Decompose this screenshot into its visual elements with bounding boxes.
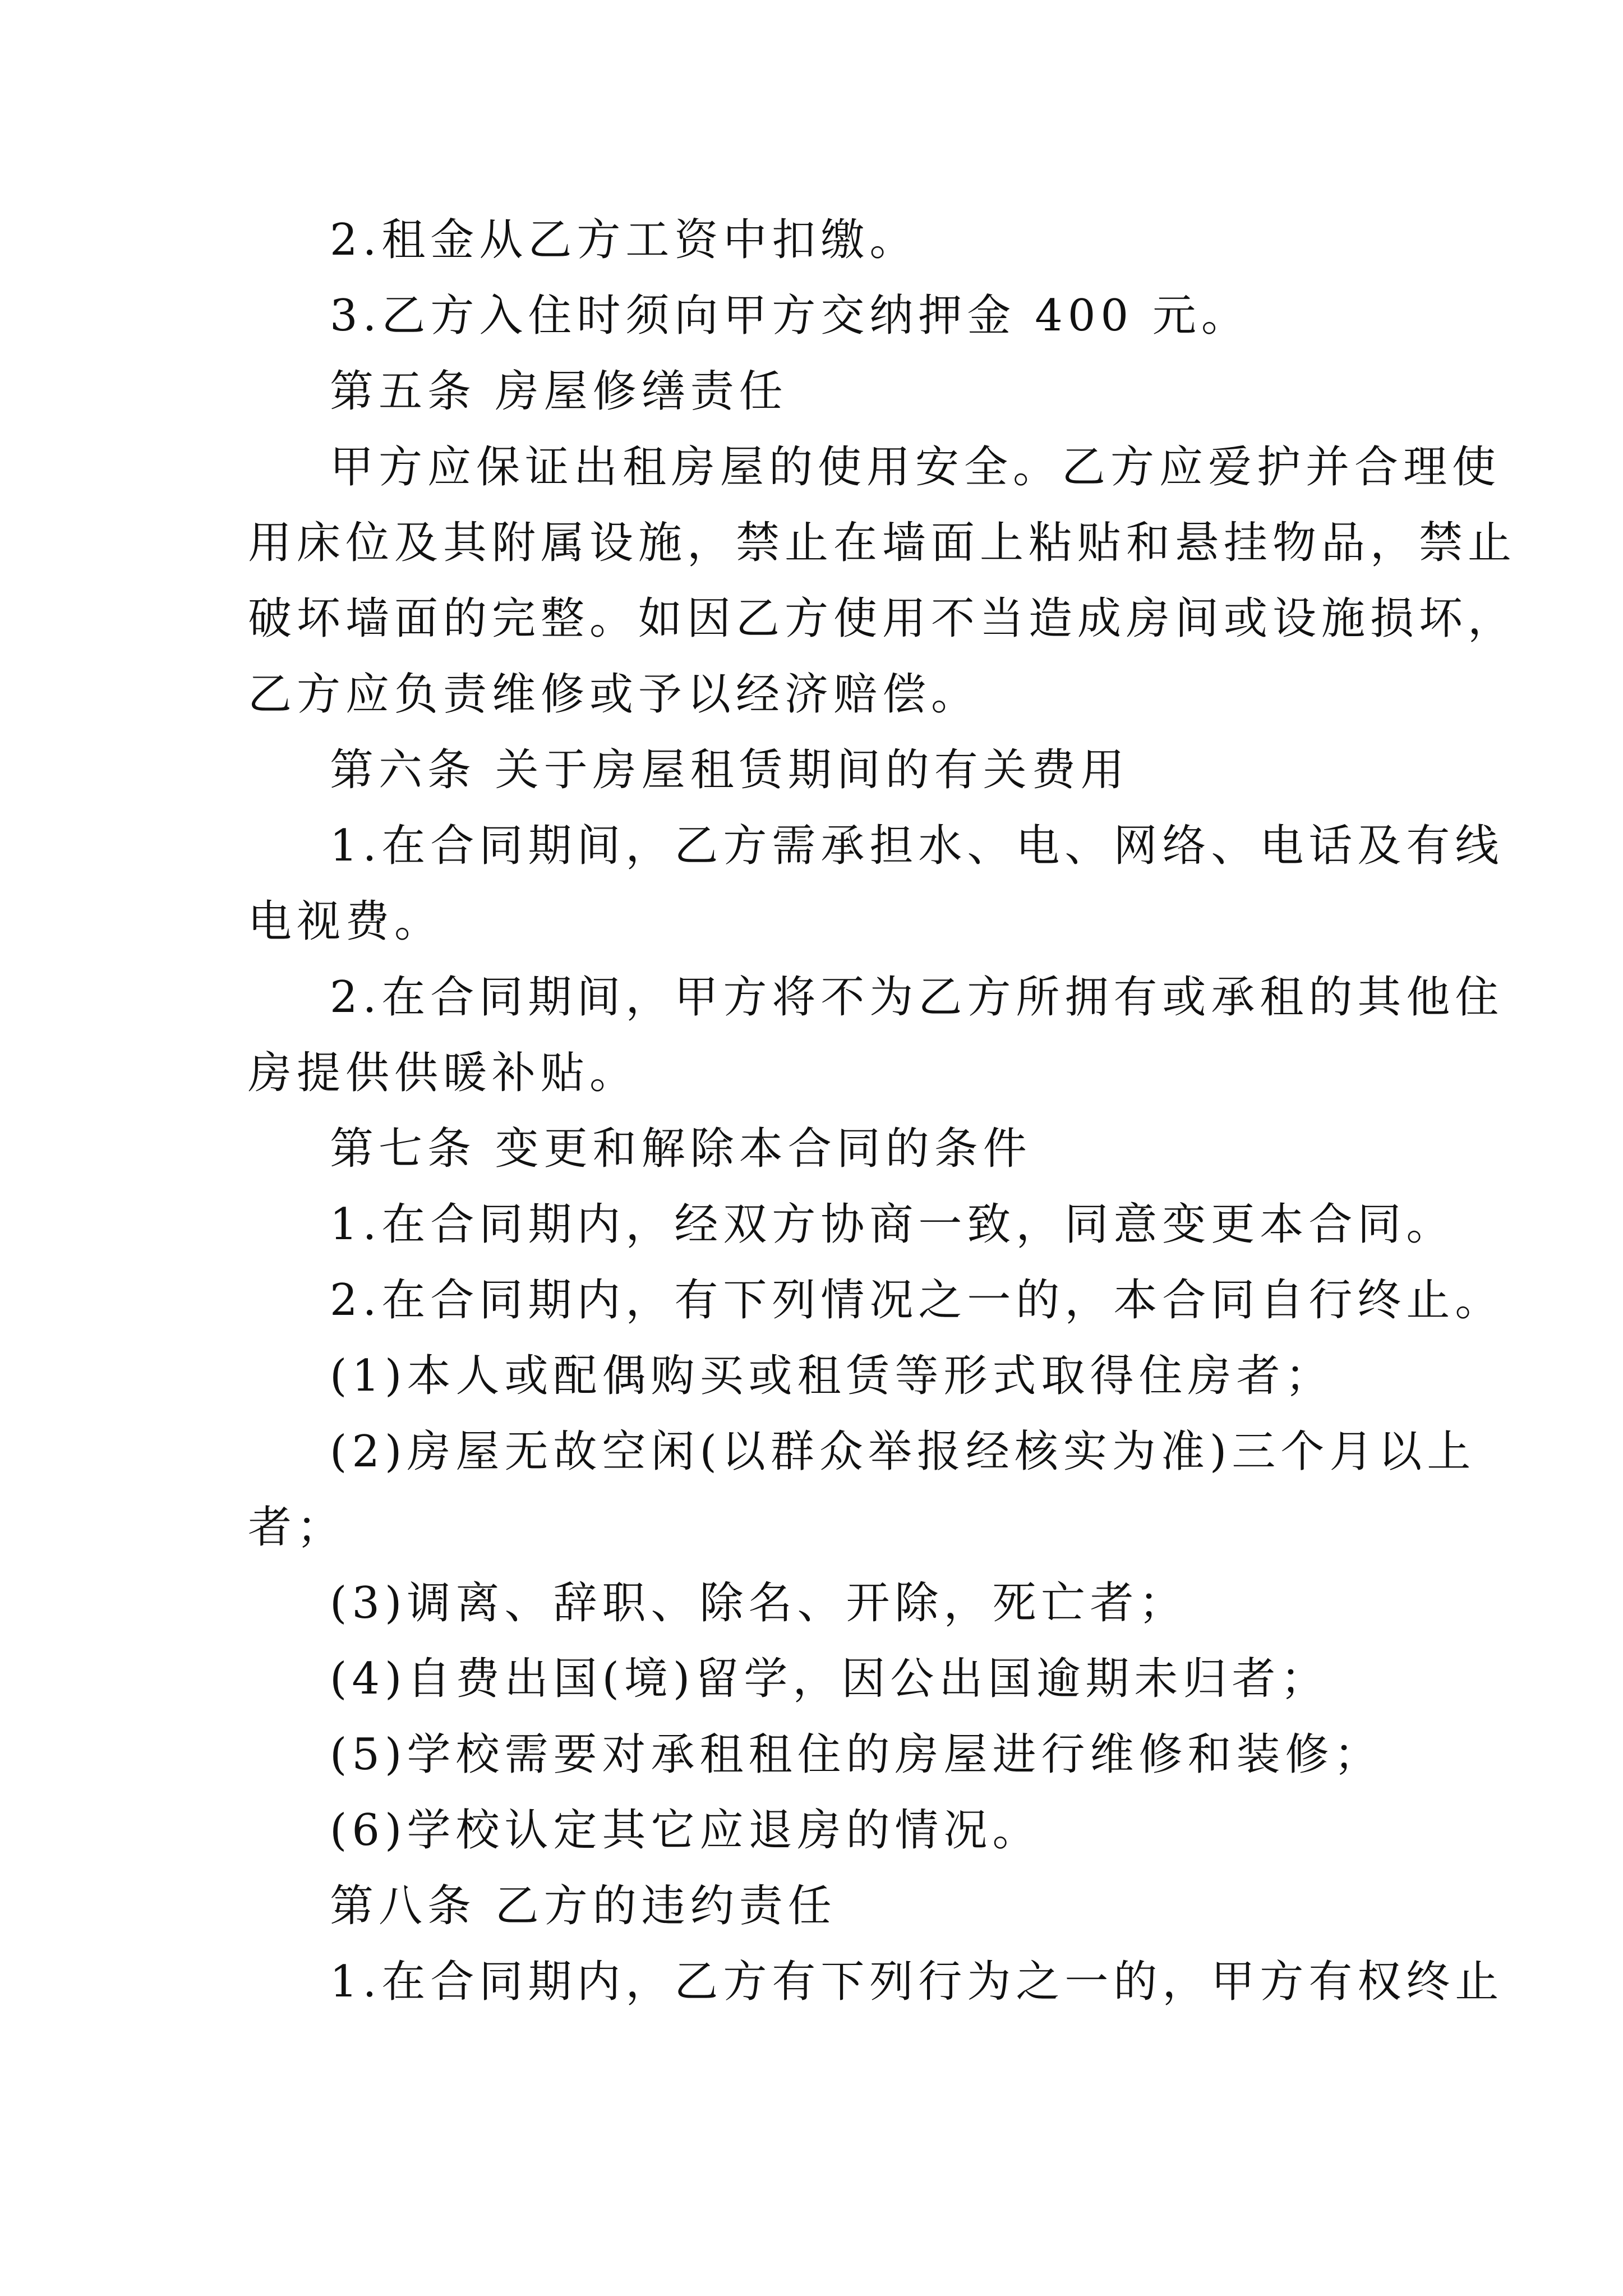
text-line: 用床位及其附属设施，禁止在墙面上粘贴和悬挂物品，禁止: [248, 518, 1517, 568]
article-heading: 第五条 房屋修缮责任: [330, 366, 788, 417]
text-line: 2.在合同期间，甲方将不为乙方所拥有或承租的其他住: [330, 972, 1504, 1023]
text-line: (1)本人或配偶购买或租赁等形式取得住房者；: [330, 1351, 1334, 1401]
text-line: (5)学校需要对承租租住的房屋进行维修和装修；: [330, 1729, 1383, 1780]
text-line: 3.乙方入住时须向甲方交纳押金 400 元。: [330, 291, 1250, 341]
article-heading: 第六条 关于房屋租赁期间的有关费用: [330, 745, 1129, 795]
text-line: 1.在合同期间，乙方需承担水、电、网络、电话及有线: [330, 821, 1504, 871]
text-line: (6)学校认定其它应退房的情况。: [330, 1805, 1041, 1856]
text-line: (3)调离、辞职、除名、开除，死亡者；: [330, 1578, 1188, 1628]
article-heading: 第八条 乙方的违约责任: [330, 1881, 837, 1931]
text-line: (2)房屋无故空闲(以群众举报经核实为准)三个月以上: [330, 1427, 1476, 1477]
text-line: 2.租金从乙方工资中扣缴。: [330, 215, 919, 265]
text-line: 1.在合同期内，乙方有下列行为之一的，甲方有权终止: [330, 1957, 1504, 2007]
article-heading: 第七条 变更和解除本合同的条件: [330, 1124, 1032, 1174]
text-line: 房提供供暖补贴。: [248, 1048, 639, 1098]
text-line: 甲方应保证出租房屋的使用安全。乙方应爱护并合理使: [330, 442, 1501, 493]
text-line: 电视费。: [248, 896, 444, 947]
text-line: 破坏墙面的完整。如因乙方使用不当造成房间或设施损坏，: [248, 593, 1517, 644]
text-line: 乙方应负责维修或予以经济赔偿。: [248, 669, 980, 720]
text-line: 者；: [248, 1502, 346, 1553]
text-line: 2.在合同期内，有下列情况之一的，本合同自行终止。: [330, 1275, 1504, 1326]
text-line: 1.在合同期内，经双方协商一致，同意变更本合同。: [330, 1199, 1455, 1250]
text-line: (4)自费出国(境)留学，因公出国逾期未归者；: [330, 1654, 1330, 1704]
